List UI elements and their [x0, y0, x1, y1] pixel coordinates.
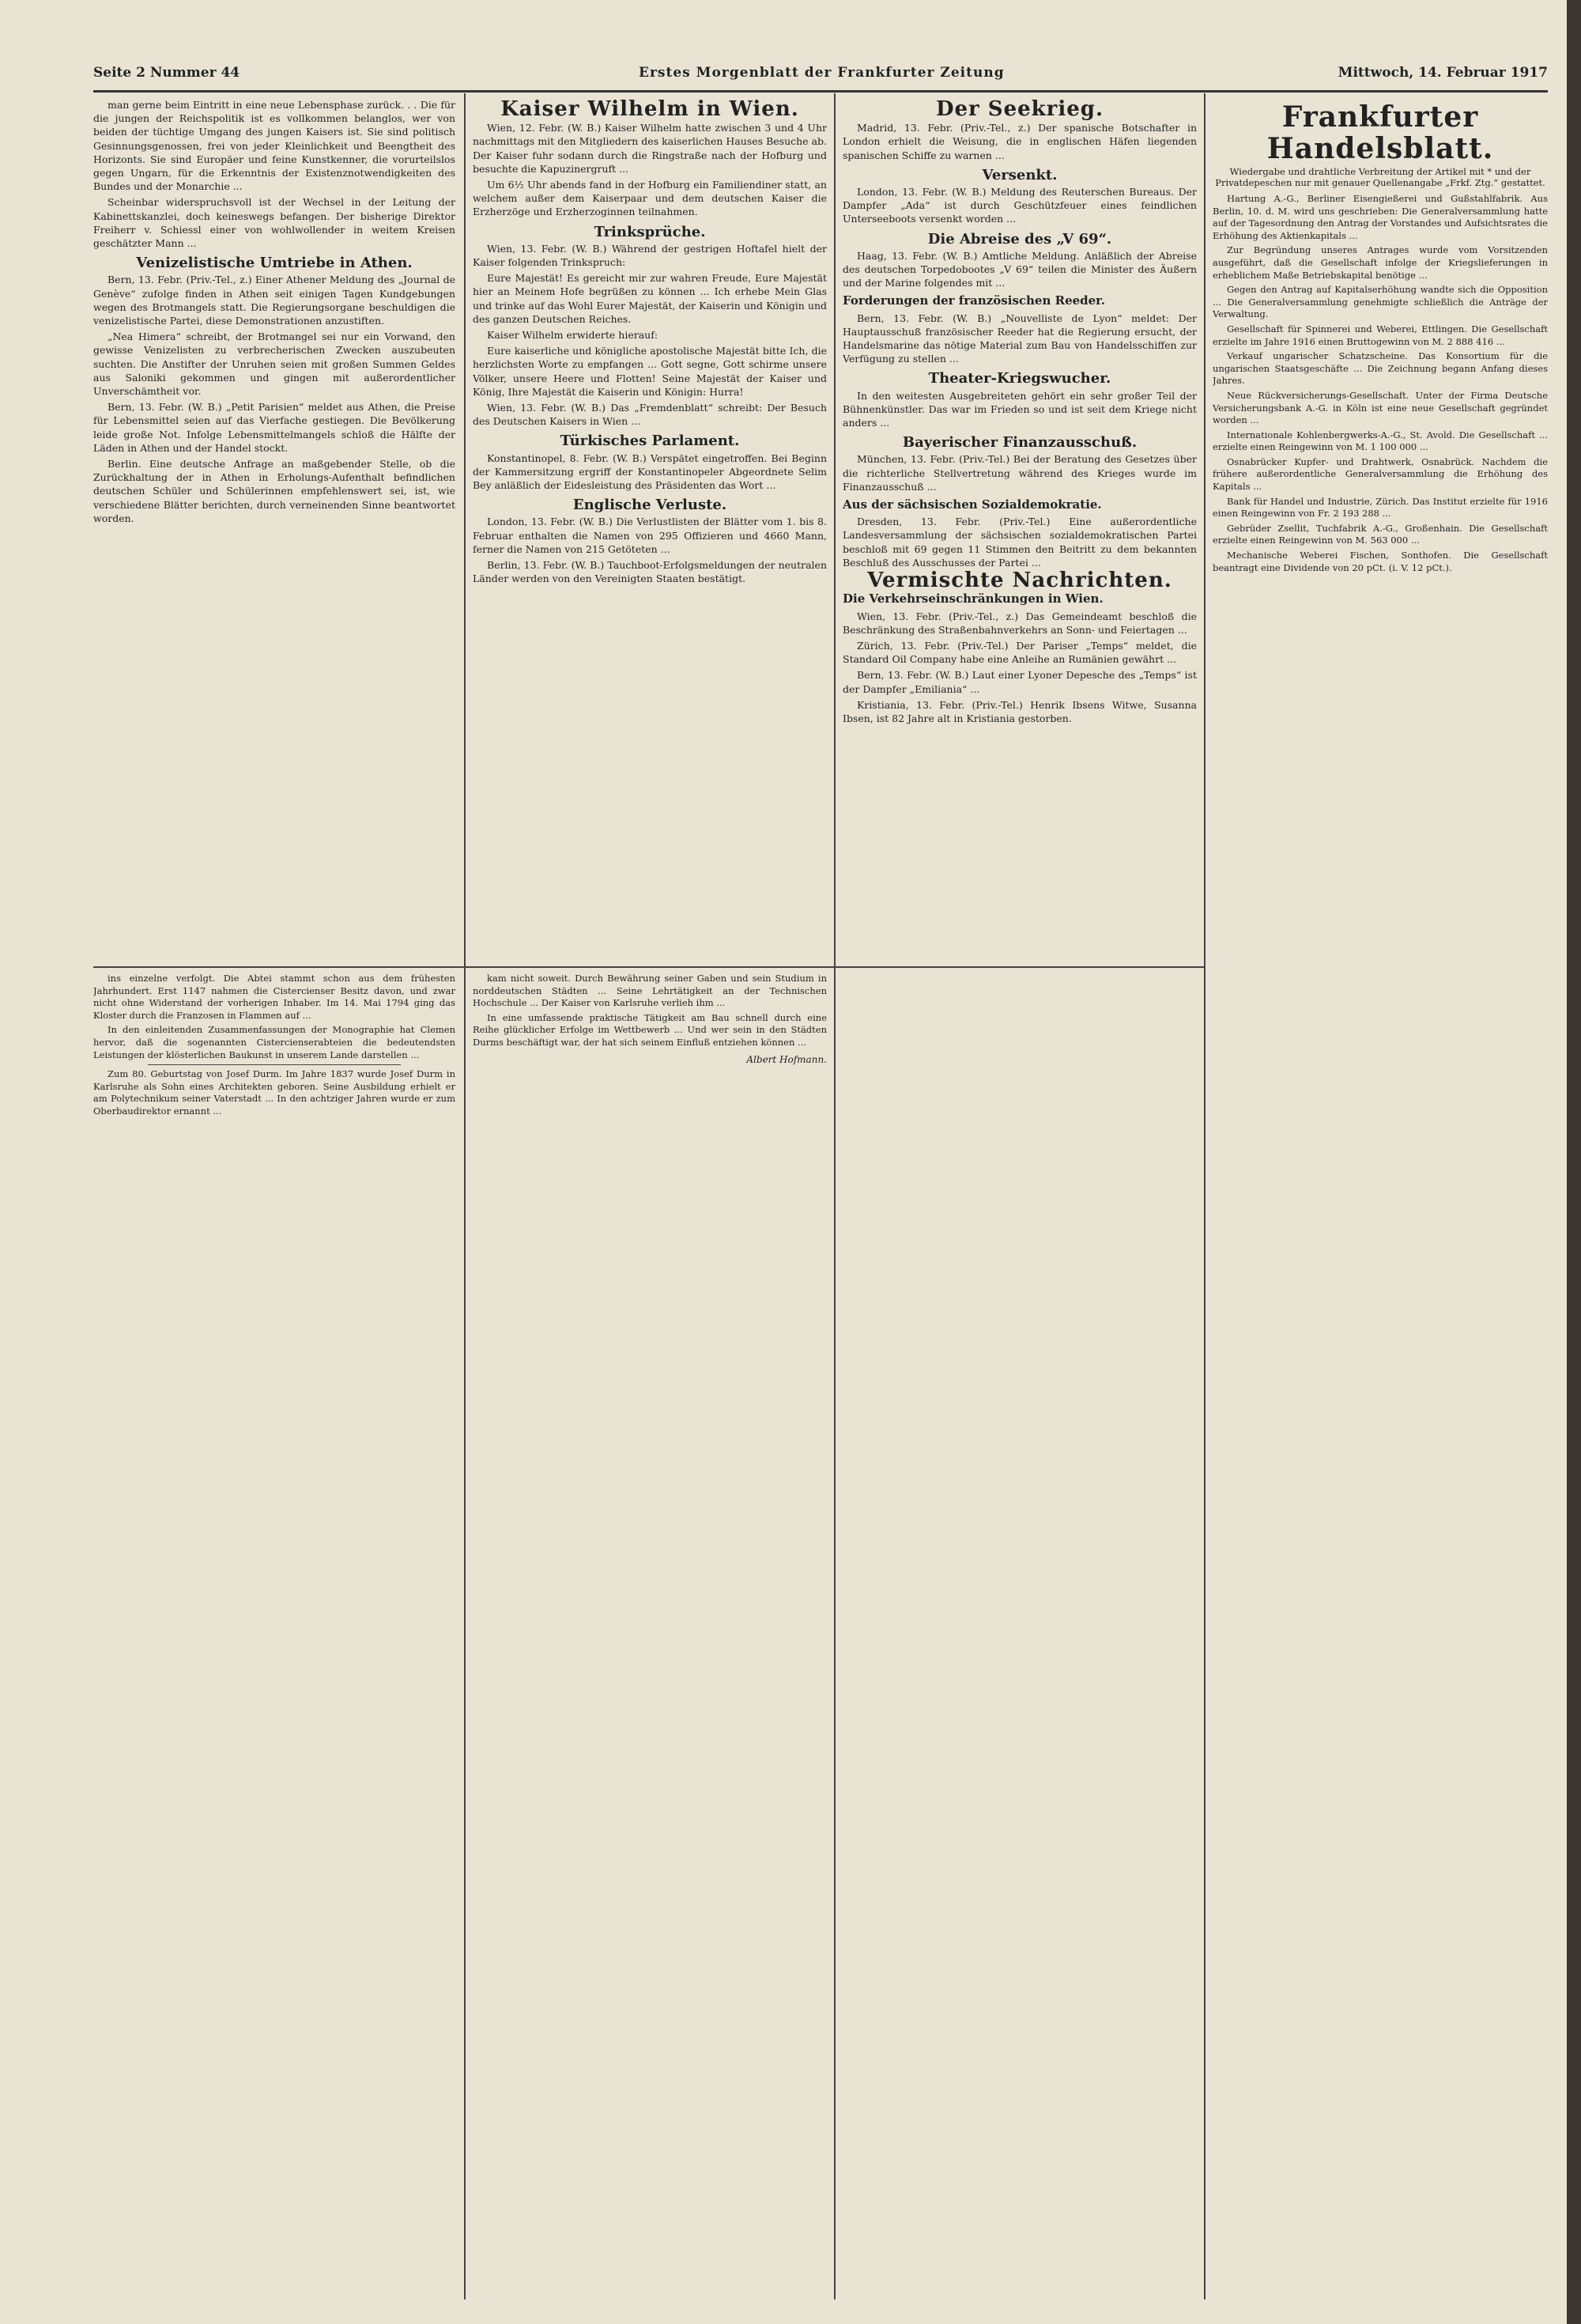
feuilleton-text: In den einleitenden Zusammenfassungen der Monographie hat Clemen hervor, daß die sogenannten Cistercienserabteien die bedeutendsten Leistungen der klösterlichen Baukunst in unserem Lande darstellen ... [93, 1024, 455, 1060]
section-headline: Vermischte Nachrichten. [867, 569, 1172, 593]
article-text: München, 13. Febr. (Priv.-Tel.) Bei der Beratung des Gesetzes über die richterliche Stellvertretung während des Krieges wurde im Finanzausschuß ... [843, 453, 1197, 493]
section-headline: Trinksprüche. [594, 223, 706, 240]
article-text: Wien, 12. Febr. (W. B.) Kaiser Wilhelm hatte zwischen 3 und 4 Uhr nachmittags mit den Mitgliedern des kaiserlichen Hauses Besuche ab. Der Kaiser fuhr sodann durch die Ringstraße nach der Hofburg und besuchte die Kapuzinergruft ... [473, 122, 827, 175]
business-text: Neue Rückversicherungs-Gesellschaft. Unter der Firma Deutsche Versicherungsbank A.-G. in Köln ist eine neue Gesellschaft gegründet worden ... [1213, 389, 1548, 426]
section-headline: Versenkt. [982, 166, 1058, 183]
article-text: Wien, 13. Febr. (W. B.) Während der gestrigen Hoftafel hielt der Kaiser folgenden Trinkspruch: [473, 242, 827, 269]
column-4-handelsblatt [1213, 98, 1548, 2301]
business-text: Gegen den Antrag auf Kapitalserhöhung wandte sich die Opposition ... Die Generalversammlung genehmigte schließlich die Anträge der Verwaltung. [1213, 284, 1548, 320]
business-text: Bank für Handel und Industrie, Zürich. Das Institut erzielte für 1916 einen Reingewinn von Fr. 2 193 288 ... [1213, 495, 1548, 520]
column-3 [843, 98, 1197, 2301]
article-text: Madrid, 13. Febr. (Priv.-Tel., z.) Der spanische Botschafter in London erhielt die Weisung, die in englischen Häfen liegenden spanischen Schiffe zu warnen ... [843, 122, 1197, 161]
article-text: Konstantinopel, 8. Febr. (W. B.) Verspätet eingetroffen. Bei Beginn der Kammersitzung ergriff der Konstantinopeler Abgeordnete Selim Bey anläßlich der Eidesleistung des Präsidenten das Wort ... [473, 452, 827, 492]
business-text: Zur Begründung unseres Antrages wurde vom Vorsitzenden ausgeführt, daß die Gesellschaft infolge der Kriegslieferungen in erheblichem Maße Betriebskapital benötige ... [1213, 244, 1548, 281]
business-text: Verkauf ungarischer Schatzscheine. Das Konsortium für die ungarischen Staatsgeschäfte ... Die Zeichnung begann Anfang dieses Jahres. [1213, 350, 1548, 387]
section-headline: Bayerischer Finanzausschuß. [902, 434, 1138, 452]
article-text: Bern, 13. Febr. (W. B.) „Nouvelliste de Lyon“ meldet: Der Hauptausschuß französischer Reeder hat die Regierung ersucht, der Handelsmarine das nötige Material zum Bau von Handelsschiffen zur Verfügung zu stellen ... [843, 312, 1197, 365]
article-text: „Nea Himera“ schreibt, der Brotmangel sei nur ein Vorwand, den gewisse Venizelisten zu verbrecherischen Zwecken auszubeuten suchten. Die Anstifter der Unruhen seien mit großen Summen Geldes aus Saloniki gekommen und gingen mit außerordentlicher Unverschämtheit vor. [93, 331, 455, 398]
masthead: Erstes Morgenblatt der Frankfurter Zeitung [639, 65, 1005, 81]
author-signature: Albert Hofmann. [746, 1053, 827, 1065]
feuilleton-text: ins einzelne verfolgt. Die Abtei stammt schon aus dem frühesten Jahrhundert. Erst 1147 nahmen die Cistercienser Besitz davon, und zwar nicht ohne Widerstand der vorherigen Inhaber. Im 14. Mai 1794 ging das Kloster durch die Franzosen in Flammen auf ... [93, 973, 455, 1021]
article-text: Um 6½ Uhr abends fand in der Hofburg ein Familiendiner statt, an welchem außer dem Kaiserpaar und dem deutschen Kaiser die Erzherzöge und Erzherzoginnen teilnahmen. [473, 179, 827, 218]
section-headline: Theater-Kriegswucher. [928, 370, 1111, 387]
article-text: London, 13. Febr. (W. B.) Meldung des Reuterschen Bureaus. Der Dampfer „Ada“ ist durch Geschützfeuer eines feindlichen Unterseeboots versenkt worden ... [843, 186, 1197, 225]
article-text: Berlin. Eine deutsche Anfrage an maßgebender Stelle, ob die Zurückhaltung der in Athen in Erholungs-Aufenthalt befindlichen deutschen Schüler und Schülerinnen empfehlenswert sei, ist, wie verschiedene Blätter berichten, durch verneinenden Sinne beantwortet worden. [93, 458, 455, 524]
section-headline: Die Verkehrseinschränkungen in Wien. [843, 591, 1104, 607]
article-text: London, 13. Febr. (W. B.) Die Verlustlisten der Blätter vom 1. bis 8. Februar enthalten die Namen von 295 Offizieren und 4660 Mann, ferner die Namen von 215 Getöteten ... [473, 516, 827, 555]
article-text: Haag, 13. Febr. (W. B.) Amtliche Meldung. Anläßlich der Abreise des deutschen Torpedobootes „V 69“ teilen die Minister des Äußern und der Marine folgendes mit ... [843, 249, 1197, 289]
article-text: man gerne beim Eintritt in eine neue Lebensphase zurück. . . Die für die jungen der Reichspolitik ist es vollkommen belanglos, wer von beiden der tüchtige Umgang des jungen Kaisers ist. Sie sind politisch Gesinnungsgenossen, frei von jeder Kleinlichkeit und Beengtheit des Horizonts. Sie sind Europäer und feine Kunstkenner, die vorurteilslos gegen Ungarn, für die Erkenntnis der Existenznotwendigkeiten des Bundes und der Monarchie ... [93, 99, 455, 193]
article-text: Wien, 13. Febr. (Priv.-Tel., z.) Das Gemeindeamt beschloß die Beschränkung des Straßenbahnverkehrs an Sonn- und Feiertagen ... [843, 610, 1197, 636]
article-text: Kristiania, 13. Febr. (Priv.-Tel.) Henrik Ibsens Witwe, Susanna Ibsen, ist 82 Jahre alt in Kristiania gestorben. [843, 698, 1197, 724]
section-headline: Aus der sächsischen Sozialdemokratie. [843, 497, 1102, 512]
business-text: Mechanische Weberei Fischen, Sonthofen. Die Gesellschaft beantragt eine Dividende von 20 pCt. (i. V. 12 pCt.). [1213, 550, 1548, 573]
page-header [93, 62, 1548, 93]
section-headline: Englische Verluste. [572, 497, 727, 514]
divider [148, 1064, 402, 1065]
section-headline: Die Abreise des „V 69“. [927, 230, 1112, 248]
section-headline: Forderungen der französischen Reeder. [843, 293, 1105, 308]
business-text: Hartung A.-G., Berliner Eisengießerei und Gußstahlfabrik. Aus Berlin, 10. d. M. wird uns geschrieben: Die Generalversammlung hatte auf der Tagesordnung den Antrag der Vorstandes und Aufsichtsrates die Erhöhung des Aktienkapitals ... [1213, 193, 1548, 241]
column-1-feuilleton [93, 973, 455, 2301]
article-text: Berlin, 13. Febr. (W. B.) Tauchboot-Erfolgsmeldungen der neutralen Länder werden von den Vereinigten Staaten bestätigt. [473, 559, 827, 585]
feuilleton-text: kam nicht soweit. Durch Bewährung seiner Gaben und sein Studium in norddeutschen Städten ... Seine Lehrtätigkeit an der Technischen Hochschule ... Der Kaiser von Karlsruhe verlieh ihm ... [473, 973, 827, 1009]
issue-date: Mittwoch, 14. Februar 1917 [1338, 65, 1548, 81]
article-headline: Der Seekrieg. [935, 98, 1104, 121]
section-title: Frankfurter Handelsblatt. [1266, 100, 1494, 165]
page-number: Seite 2 Nummer 44 [93, 65, 240, 81]
article-text: In den weitesten Ausgebreiteten gehört ein sehr großer Teil der Bühnenkünstler. Das war im Frieden so und ist seit dem Kriege nicht anders ... [843, 389, 1197, 429]
feuilleton-text: In eine umfassende praktische Tätigkeit am Bau schnell durch eine Reihe glücklicher Erfolge im Wettbewerb ... Und wer sein in den Städten Durms beschäftigt war, der hat sich seinem Einfluß entziehen können ... [473, 1011, 827, 1048]
article-text: Eure kaiserliche und königliche apostolische Majestät bitte Ich, die herzlichsten Worte zu empfangen ... Gott segne, Gott schirme unsere Völker, unsere Heere und Flotten! Seine Majestät der Kaiser und König, Ihre Majestät die Kaiserin und Königin: Hurra! [473, 345, 827, 398]
scan-edge [1567, 0, 1581, 2324]
business-text: Internationale Kohlenbergwerks-A.-G., St. Avold. Die Gesellschaft ... erzielte einen Reingewinn von M. 1 100 000 ... [1213, 429, 1548, 453]
article-text: Bern, 13. Febr. (Priv.-Tel., z.) Einer Athener Meldung des „Journal de Genève“ zufolge finden in Athen seit einigen Tagen Kundgebungen wegen des Brotmangels statt. Die Regierungsorgane beschuldigen die venizelistische Partei, diese Demonstrationen anzustiften. [93, 274, 455, 327]
business-text: Gesellschaft für Spinnerei und Weberei, Ettlingen. Die Gesellschaft erzielte im Jahre 1916 einen Bruttogewinn von M. 2 888 416 ... [1213, 323, 1548, 347]
article-headline: Kaiser Wilhelm in Wien. [500, 98, 799, 121]
business-text: Osnabrücker Kupfer- und Drahtwerk, Osnabrück. Nachdem die frühere außerordentliche Generalversammlung die Erhöhung des Kapitals ... [1213, 455, 1548, 493]
column-2-top [473, 98, 827, 962]
column-rule [464, 93, 466, 2299]
section-headline: Türkisches Parlament. [560, 433, 740, 450]
article-text: Wien, 13. Febr. (W. B.) Das „Fremdenblatt“ schreibt: Der Besuch des Deutschen Kaisers in Wien ... [473, 402, 827, 428]
article-text: Eure Majestät! Es gereicht mir zur wahren Freude, Eure Majestät hier an Meinem Hofe begrüßen zu können ... Ich erhebe Mein Glas und trinke auf das Wohl Eurer Majestät, der Kaiserin und Königin und des ganzen Deutschen Reiches. [473, 272, 827, 325]
article-text: Dresden, 13. Febr. (Priv.-Tel.) Eine außerordentliche Landesversammlung der sächsischen sozialdemokratischen Partei beschloß mit 69 gegen 11 Stimmen den Beitritt zu dem bekannten Beschluß des Ausschusses der Partei ... [843, 516, 1197, 569]
article-text: Kaiser Wilhelm erwiderte hierauf: [487, 329, 658, 342]
feuilleton-text: Zum 80. Geburtstag von Josef Durm. Im Jahre 1837 wurde Josef Durm in Karlsruhe als Sohn eines Architekten geboren. Seine Ausbildung erhielt er am Polytechnikum seiner Vaterstadt ... In den achtziger Jahren wurde er zum Oberbaudirektor ernannt ... [93, 1068, 455, 1117]
article-text: Zürich, 13. Febr. (Priv.-Tel.) Der Pariser „Temps“ meldet, die Standard Oil Company habe eine Anleihe an Rumänien gewährt ... [843, 639, 1197, 666]
article-headline: Venizelistische Umtriebe in Athen. [136, 255, 413, 272]
column-1-top [93, 98, 455, 962]
column-rule [1204, 93, 1206, 2299]
article-text: Scheinbar widerspruchsvoll ist der Wechsel in der Leitung der Kabinettskanzlei, doch keineswegs befangen. Der bisherige Direktor Freiherr v. Schiessl einer von wohlwollender in weitem Kreisen geschätzter Mann ... [93, 196, 455, 250]
article-text: Bern, 13. Febr. (W. B.) Laut einer Lyoner Depesche des „Temps“ ist der Dampfer „Emiliania“ ... [843, 669, 1197, 695]
business-text: Gebrüder Zsellit, Tuchfabrik A.-G., Großenhain. Die Gesellschaft erzielte einen Reingewinn von M. 563 000 ... [1213, 522, 1548, 546]
section-subtitle: Wiedergabe und drahtliche Verbreitung der Artikel mit * und der Privatdepeschen nur mit genauer Quellenangabe „Frkf. Ztg.“ gestattet. [1215, 166, 1545, 188]
column-2-feuilleton [473, 973, 827, 2301]
column-rule [834, 93, 836, 2299]
article-text: Bern, 13. Febr. (W. B.) „Petit Parisien“ meldet aus Athen, die Preise für Lebensmittel seien auf das Vierfache gestiegen. Die Bevölkerung leide große Not. Infolge Lebensmittelmangels schloß die Hälfte der Läden in Athen und der Handel stockt. [93, 401, 455, 454]
